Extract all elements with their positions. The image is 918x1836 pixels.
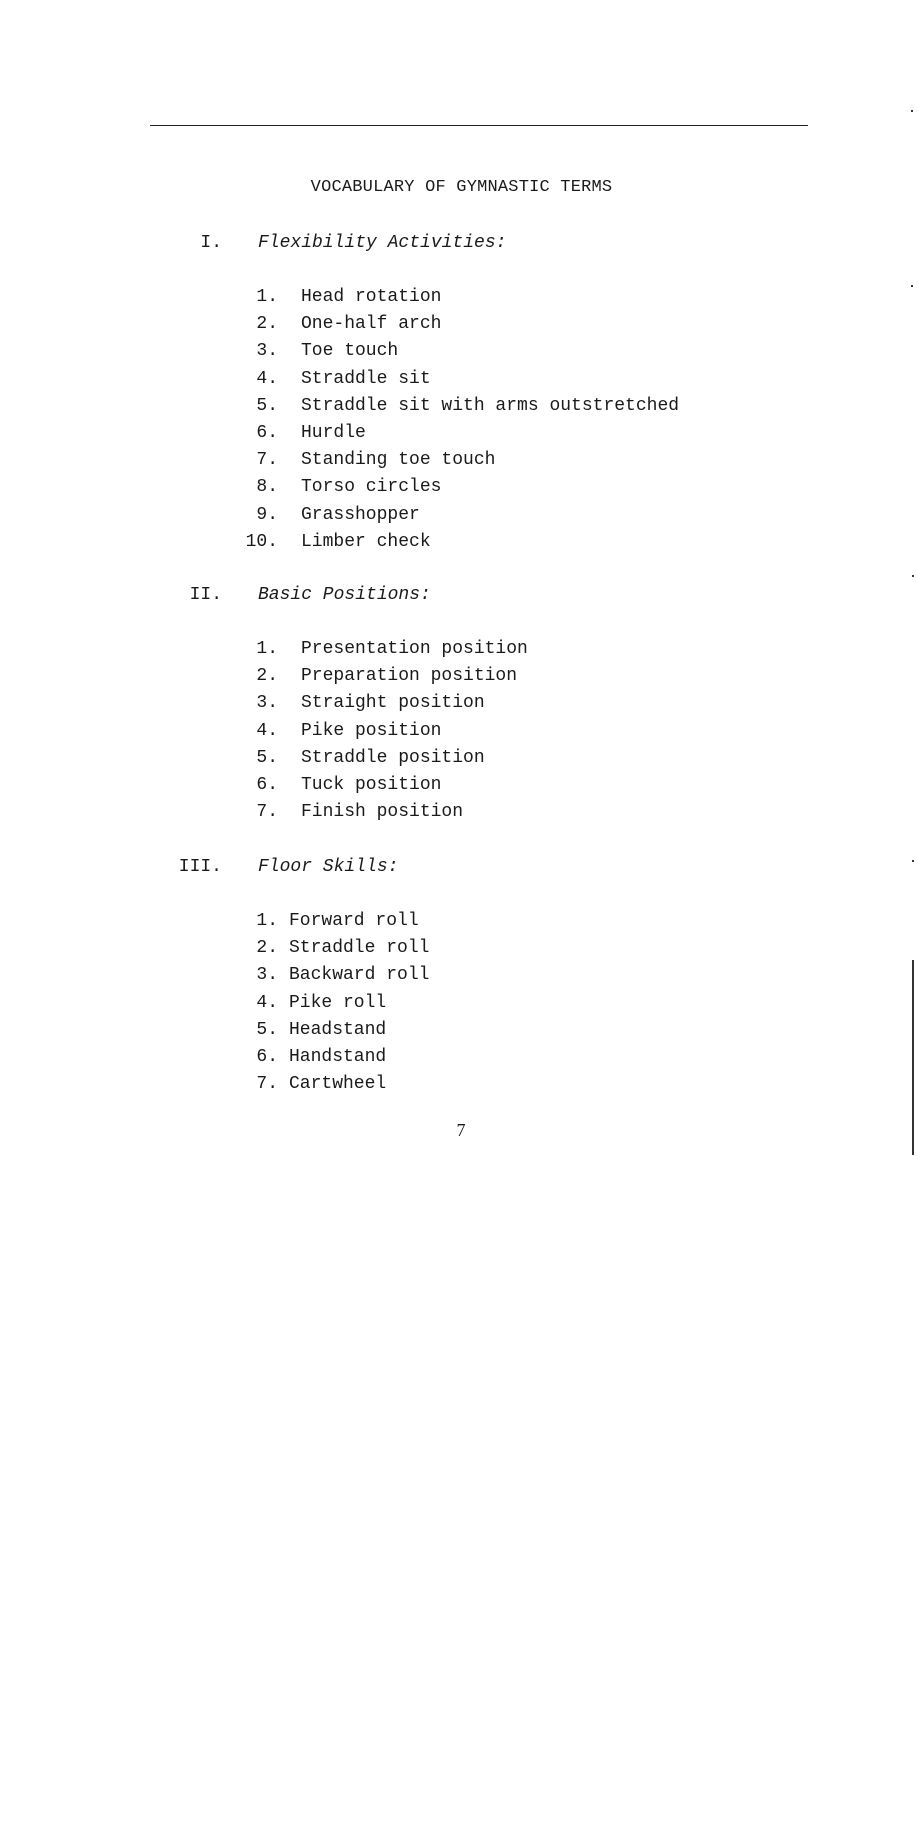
section-heading: Floor Skills: <box>258 857 399 877</box>
item-number: 7. <box>256 802 278 823</box>
section-header <box>0 585 918 612</box>
section-numeral: I. <box>200 233 222 253</box>
item-label: Toe touch <box>301 341 399 362</box>
item-label: Presentation position <box>301 639 528 659</box>
item-number: 7. <box>256 1074 278 1095</box>
item-number: 4. <box>256 368 278 389</box>
item-number: 2. <box>256 314 278 335</box>
list-item <box>0 423 918 450</box>
section-header <box>0 857 918 884</box>
item-label: Straddle sit <box>301 368 431 389</box>
scan-edge-mark <box>911 110 913 112</box>
item-number: 1. <box>256 639 278 659</box>
item-label: One-half arch <box>301 314 442 335</box>
list-item <box>0 911 918 938</box>
list-item <box>0 938 918 965</box>
section-basic-positions <box>0 585 918 829</box>
item-label: Headstand <box>289 1019 387 1040</box>
term-list <box>0 911 918 1101</box>
item-label: Straight position <box>301 693 485 714</box>
list-item <box>0 287 918 314</box>
item-label: Cartwheel <box>289 1074 387 1095</box>
list-item <box>0 532 918 559</box>
item-label: Forward roll <box>289 911 419 931</box>
item-number: 9. <box>256 504 278 525</box>
item-label: Standing toe touch <box>301 450 496 471</box>
term-list <box>0 639 918 829</box>
item-label: Pike position <box>301 720 442 741</box>
item-number: 1. <box>256 287 278 307</box>
item-number: 6. <box>256 422 278 443</box>
item-number: 2. <box>256 666 278 687</box>
list-item <box>0 721 918 748</box>
section-flexibility-activities <box>0 233 918 559</box>
scan-edge-mark <box>912 860 914 862</box>
list-item <box>0 1047 918 1074</box>
list-item <box>0 341 918 368</box>
item-number: 3. <box>256 693 278 714</box>
item-number: 10. <box>245 531 278 552</box>
section-numeral: II. <box>189 585 222 605</box>
item-label: Straddle position <box>301 747 485 768</box>
item-label: Backward roll <box>289 965 430 986</box>
item-label: Finish position <box>301 802 464 823</box>
item-number: 6. <box>256 774 278 795</box>
item-number: 5. <box>256 1019 278 1040</box>
page-number: 7 <box>456 1120 466 1140</box>
item-label: Straddle roll <box>289 938 430 959</box>
item-number: 8. <box>256 477 278 498</box>
item-label: Straddle sit with arms outstretched <box>301 395 680 416</box>
section-floor-skills <box>0 857 918 1101</box>
list-item <box>0 369 918 396</box>
item-label: Torso circles <box>301 477 442 498</box>
list-item <box>0 802 918 829</box>
item-label: Grasshopper <box>301 504 420 525</box>
item-number: 5. <box>256 395 278 416</box>
scan-edge-mark <box>912 960 914 1155</box>
list-item <box>0 1020 918 1047</box>
item-number: 4. <box>256 992 278 1013</box>
top-rule <box>150 125 808 126</box>
item-number: 2. <box>256 938 278 959</box>
item-label: Pike roll <box>289 992 387 1013</box>
list-item <box>0 693 918 720</box>
list-item <box>0 775 918 802</box>
section-header <box>0 233 918 260</box>
item-number: 1. <box>256 911 278 931</box>
item-label: Tuck position <box>301 774 442 795</box>
section-numeral: III. <box>178 857 222 877</box>
list-item <box>0 450 918 477</box>
item-number: 5. <box>256 747 278 768</box>
list-item <box>0 666 918 693</box>
item-label: Limber check <box>301 531 431 552</box>
list-item <box>0 965 918 992</box>
scan-edge-mark <box>912 575 914 577</box>
item-number: 3. <box>256 341 278 362</box>
list-item <box>0 314 918 341</box>
item-number: 3. <box>256 965 278 986</box>
term-list <box>0 287 918 559</box>
list-item <box>0 993 918 1020</box>
list-item <box>0 639 918 666</box>
page-title: VOCABULARY OF GYMNASTIC TERMS <box>310 178 613 197</box>
list-item <box>0 396 918 423</box>
item-number: 6. <box>256 1046 278 1067</box>
item-label: Head rotation <box>301 287 442 307</box>
item-label: Hurdle <box>301 422 366 443</box>
item-number: 7. <box>256 450 278 471</box>
item-label: Preparation position <box>301 666 518 687</box>
list-item <box>0 748 918 775</box>
list-item <box>0 1074 918 1101</box>
list-item <box>0 477 918 504</box>
item-number: 4. <box>256 720 278 741</box>
scan-edge-mark <box>911 285 913 287</box>
list-item <box>0 505 918 532</box>
section-heading: Flexibility Activities: <box>258 233 507 253</box>
item-label: Handstand <box>289 1046 387 1067</box>
section-heading: Basic Positions: <box>258 585 431 605</box>
